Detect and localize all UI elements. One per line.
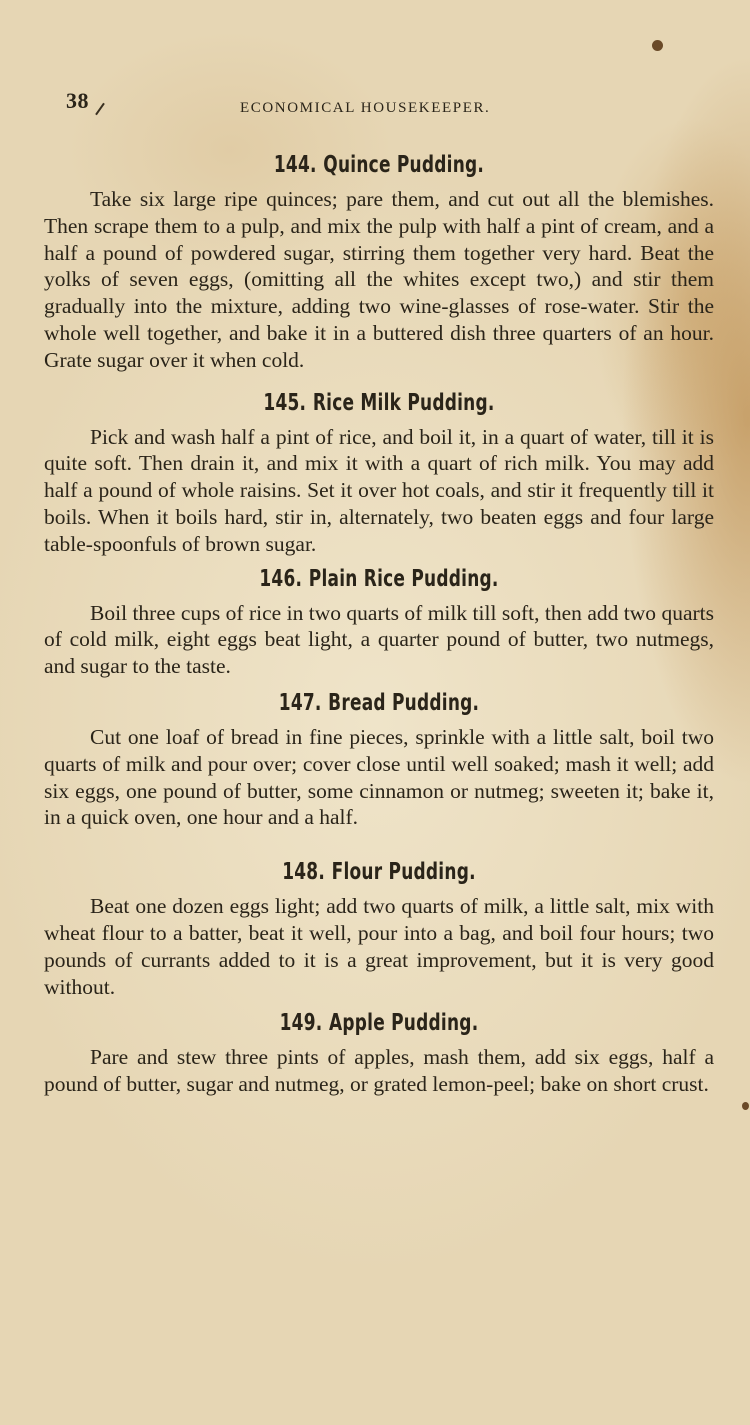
recipe-number: 148.: [282, 859, 326, 886]
ink-spot: [652, 40, 663, 51]
recipe-title: [104, 859, 653, 885]
recipe-148: [44, 859, 714, 1000]
recipe-145: [44, 390, 714, 558]
recipe-name: Rice Milk Pudding.: [312, 389, 495, 416]
pencil-mark: [95, 103, 105, 116]
page-number: 38: [66, 88, 89, 113]
recipe-number: 147.: [278, 689, 322, 716]
recipe-title: [104, 152, 653, 178]
recipe-title: [104, 566, 653, 592]
recipe-text: Cut one loaf of bread in fine pieces, sprinkle with a little salt, boil two quarts of milk and pour over; cover close until well soaked; mash it well; add six eggs, one pound of butter, some cinnamon or nutmeg; sweeten it; bake it, in a quick oven, one hour and a half.: [44, 724, 714, 830]
recipe-number: 144.: [273, 152, 317, 178]
recipe-number: 146.: [259, 565, 303, 592]
recipe-147: [44, 690, 714, 831]
ink-spot: [742, 1102, 749, 1110]
recipe-title: [104, 390, 653, 416]
recipe-text: Take six large ripe quinces; pare them, and cut out all the blemishes. Then scrape them to a pulp, and mix the pulp with half a pint of cream, and a half a pound of powdered sugar, stirring them together very hard. Beat the yolks of seven eggs, (omitting all the whites except two,) and stir them gradually into the mixture, adding two wine-glasses of rose-water. Stir the whole well together, and bake it in a buttered dish three quarters of an hour. Grate sugar over it when cold.: [44, 187, 714, 372]
recipe-text: Boil three cups of rice in two quarts of milk till soft, then add two quarts of cold milk, eight eggs beat light, a quarter pound of butter, two nutmegs, and sugar to the taste.: [44, 600, 714, 679]
recipe-text: Pare and stew three pints of apples, mash them, add six eggs, half a pound of butter, sugar and nutmeg, or grated lemon-peel; bake on short crust.: [44, 1045, 714, 1097]
recipe-text: Pick and wash half a pint of rice, and boil it, in a quart of water, till it is quite soft. Then drain it, and mix it with a quart of rich milk. You may add half a pound of whole raisins. Set it over hot coals, and stir it frequently till it boils. When it boils hard, stir in, alternately, two beaten eggs and four large table-spoonfuls of brown sugar.: [44, 424, 714, 556]
recipe-name: Apple Pudding.: [329, 1010, 479, 1037]
recipe-146: [44, 566, 714, 680]
recipe-list: [44, 152, 714, 1098]
recipe-text: Beat one dozen eggs light; add two quarts of milk, a little salt, mix with wheat flour to a batter, beat it well, pour into a bag, and boil four hours; two pounds of currants added to it is a great improvement, but it is very good without.: [44, 894, 714, 999]
recipe-149: [44, 1010, 714, 1098]
recipe-number: 149.: [279, 1010, 323, 1037]
recipe-144: [44, 152, 714, 374]
recipe-name: Quince Pudding.: [323, 152, 485, 178]
recipe-title: [104, 690, 653, 716]
recipe-title: [104, 1010, 653, 1036]
recipe-name: Bread Pudding.: [328, 689, 480, 716]
recipe-name: Flour Pudding.: [331, 859, 476, 886]
recipe-number: 145.: [263, 389, 307, 416]
running-head: ECONOMICAL HOUSEKEEPER.: [240, 100, 491, 116]
recipe-name: Plain Rice Pudding.: [308, 565, 499, 592]
